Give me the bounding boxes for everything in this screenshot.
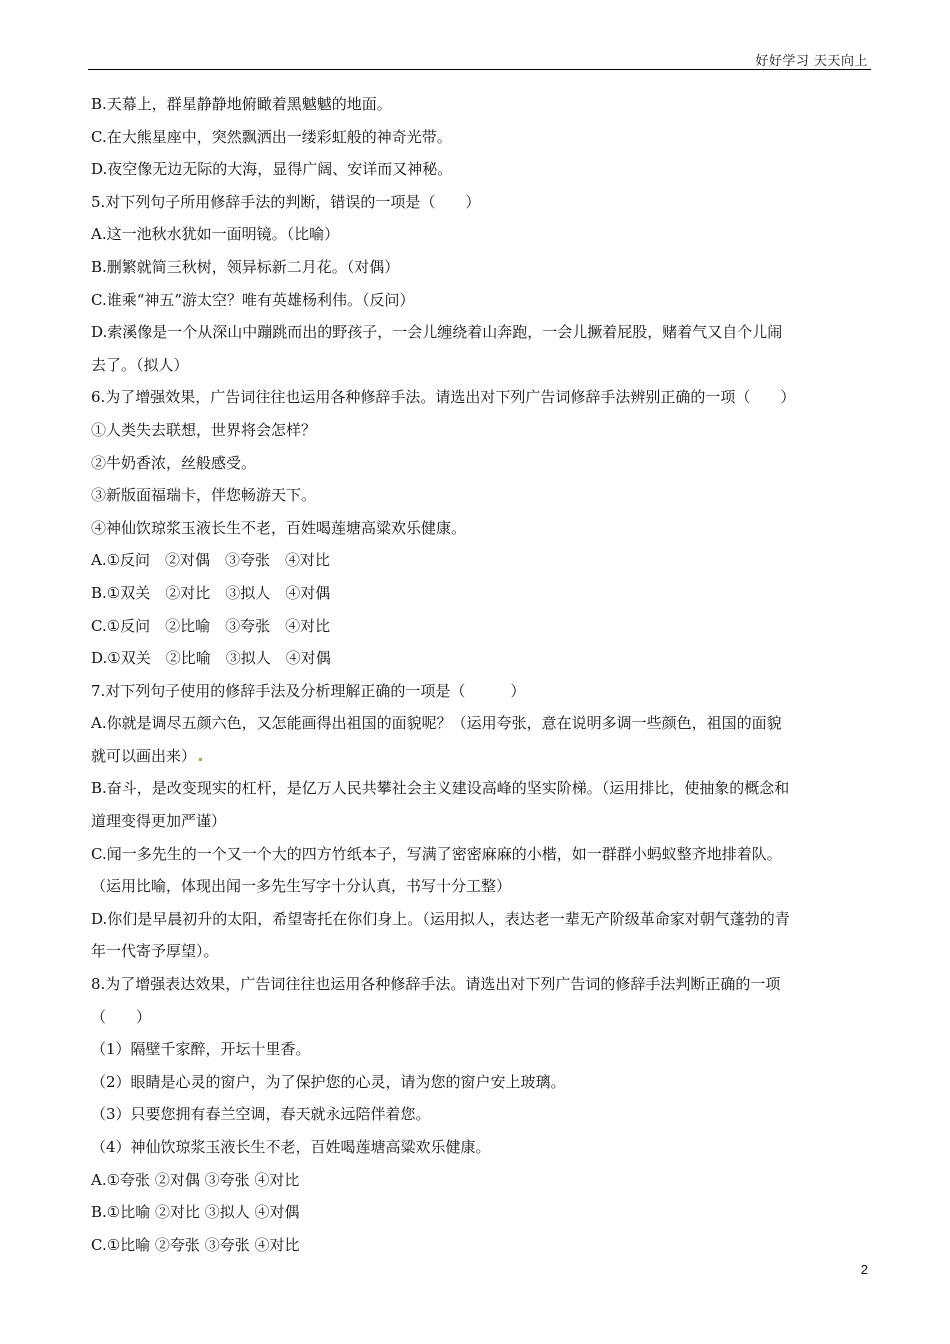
question-6-option-c: C.①反问 ②比喻 ③夸张 ④对比	[91, 616, 331, 635]
question-5-option-d-cont: 去了。（拟人）	[91, 355, 189, 374]
question-8-option-c: C.①比喻 ②夸张 ③夸张 ④对比	[91, 1235, 300, 1254]
question-5-stem: 5.对下列句子所用修辞手法的判断，错误的一项是（ ）	[91, 192, 481, 211]
question-7-option-c: C.闻一多先生的一个又一个大的四方竹纸本子，写满了密密麻麻的小楷，如一群群小蚂蚁整齐地排着队。	[91, 844, 782, 863]
question-6-option-a: A.①反问 ②对偶 ③夸张 ④对比	[91, 551, 331, 570]
question-6-item-4: ④神仙饮琼浆玉液长生不老，百姓喝莲塘高粱欢乐健康。	[91, 518, 467, 537]
decorative-dot	[199, 758, 202, 761]
text-line: B.天幕上，群星静静地俯瞰着黑魆魆的地面。	[91, 95, 392, 113]
question-7-option-c-cont: （运用比喻，体现出闻一多先生写字十分认真，书写十分工整）	[91, 877, 512, 896]
question-8-option-a: A.①夸张 ②对偶 ③夸张 ④对比	[91, 1170, 300, 1189]
question-7-option-b: B.奋斗，是改变现实的杠杆，是亿万人民共攀社会主义建设高峰的坚实阶梯。（运用排比，使抽象的概念和	[91, 779, 790, 798]
text-line: C.在大熊星座中，突然飘洒出一缕彩虹般的神奇光带。	[91, 127, 452, 146]
question-5-option-d: D.索溪像是一个从深山中蹦跳而出的野孩子，一会儿缠绕着山奔跑，一会儿撅着屁股，赌着气又自个儿闹	[91, 323, 783, 342]
page-number: 2	[860, 1262, 868, 1277]
question-7-option-d-cont: 年一代寄予厚望）。	[91, 942, 219, 961]
question-7-option-a-cont-text: 就可以画出来）	[91, 746, 197, 765]
question-6-option-d: D.①双关 ②比喻 ③拟人 ④对偶	[91, 649, 331, 668]
question-5-option-c: C.谁乘“神五”游太空？唯有英雄杨利伟。（反问）	[91, 290, 415, 309]
question-7-option-a-cont	[91, 740, 871, 773]
question-8-item-1: （1）隔壁千家醉，开坛十里香。	[91, 1040, 311, 1059]
header-rule	[88, 69, 871, 70]
document-body	[91, 88, 871, 1261]
page-header: 好好学习 天天向上	[755, 54, 868, 69]
question-6-item-1: ①人类失去联想，世界将会怎样？	[91, 420, 317, 439]
text-line: D.夜空像无边无际的大海，显得广阔、安详而又神秘。	[91, 160, 453, 179]
question-6-stem: 6.为了增强效果，广告词往往也运用各种修辞手法。请选出对下列广告词修辞手法辨别正确的一项（ ）	[91, 388, 796, 407]
question-8-stem-cont: （ ）	[91, 1007, 152, 1026]
question-7-option-a: A.你就是调尽五颜六色，又怎能画得出祖国的面貌呢？（运用夸张，意在说明多调一些颜色，祖国的面貌	[91, 714, 782, 733]
question-8-stem: 8.为了增强表达效果，广告词往往也运用各种修辞手法。请选出对下列广告词的修辞手法判断正确的一项	[91, 975, 781, 994]
question-7-option-b-cont: 道理变得更加严谨）	[91, 812, 227, 831]
question-8-item-4: （4）神仙饮琼浆玉液长生不老，百姓喝莲塘高粱欢乐健康。	[91, 1138, 491, 1156]
question-8-item-3: （3）只要您拥有春兰空调，春天就永远陪伴着您。	[91, 1105, 431, 1124]
question-8-item-2: （2）眼睛是心灵的窗户，为了保护您的心灵，请为您的窗户安上玻璃。	[91, 1072, 566, 1091]
question-7-stem: 7.对下列句子使用的修辞手法及分析理解正确的一项是（ ）	[91, 681, 526, 700]
question-7-option-d: D.你们是早晨初升的太阳，希望寄托在你们身上。（运用拟人，表达老一辈无产阶级革命家对朝气蓬勃的青	[91, 909, 790, 928]
question-6-option-b: B.①双关 ②对比 ③拟人 ④对偶	[91, 583, 331, 602]
question-6-item-2: ②牛奶香浓，丝般感受。	[91, 453, 257, 472]
question-5-option-a: A.这一池秋水犹如一面明镜。（比喻）	[91, 225, 340, 244]
question-6-item-3: ③新版面福瑞卡，伴您畅游天下。	[91, 486, 317, 505]
question-8-option-b: B.①比喻 ②对比 ③拟人 ④对偶	[91, 1203, 300, 1222]
question-5-option-b: B.删繁就简三秋树，领异标新二月花。（对偶）	[91, 257, 400, 276]
